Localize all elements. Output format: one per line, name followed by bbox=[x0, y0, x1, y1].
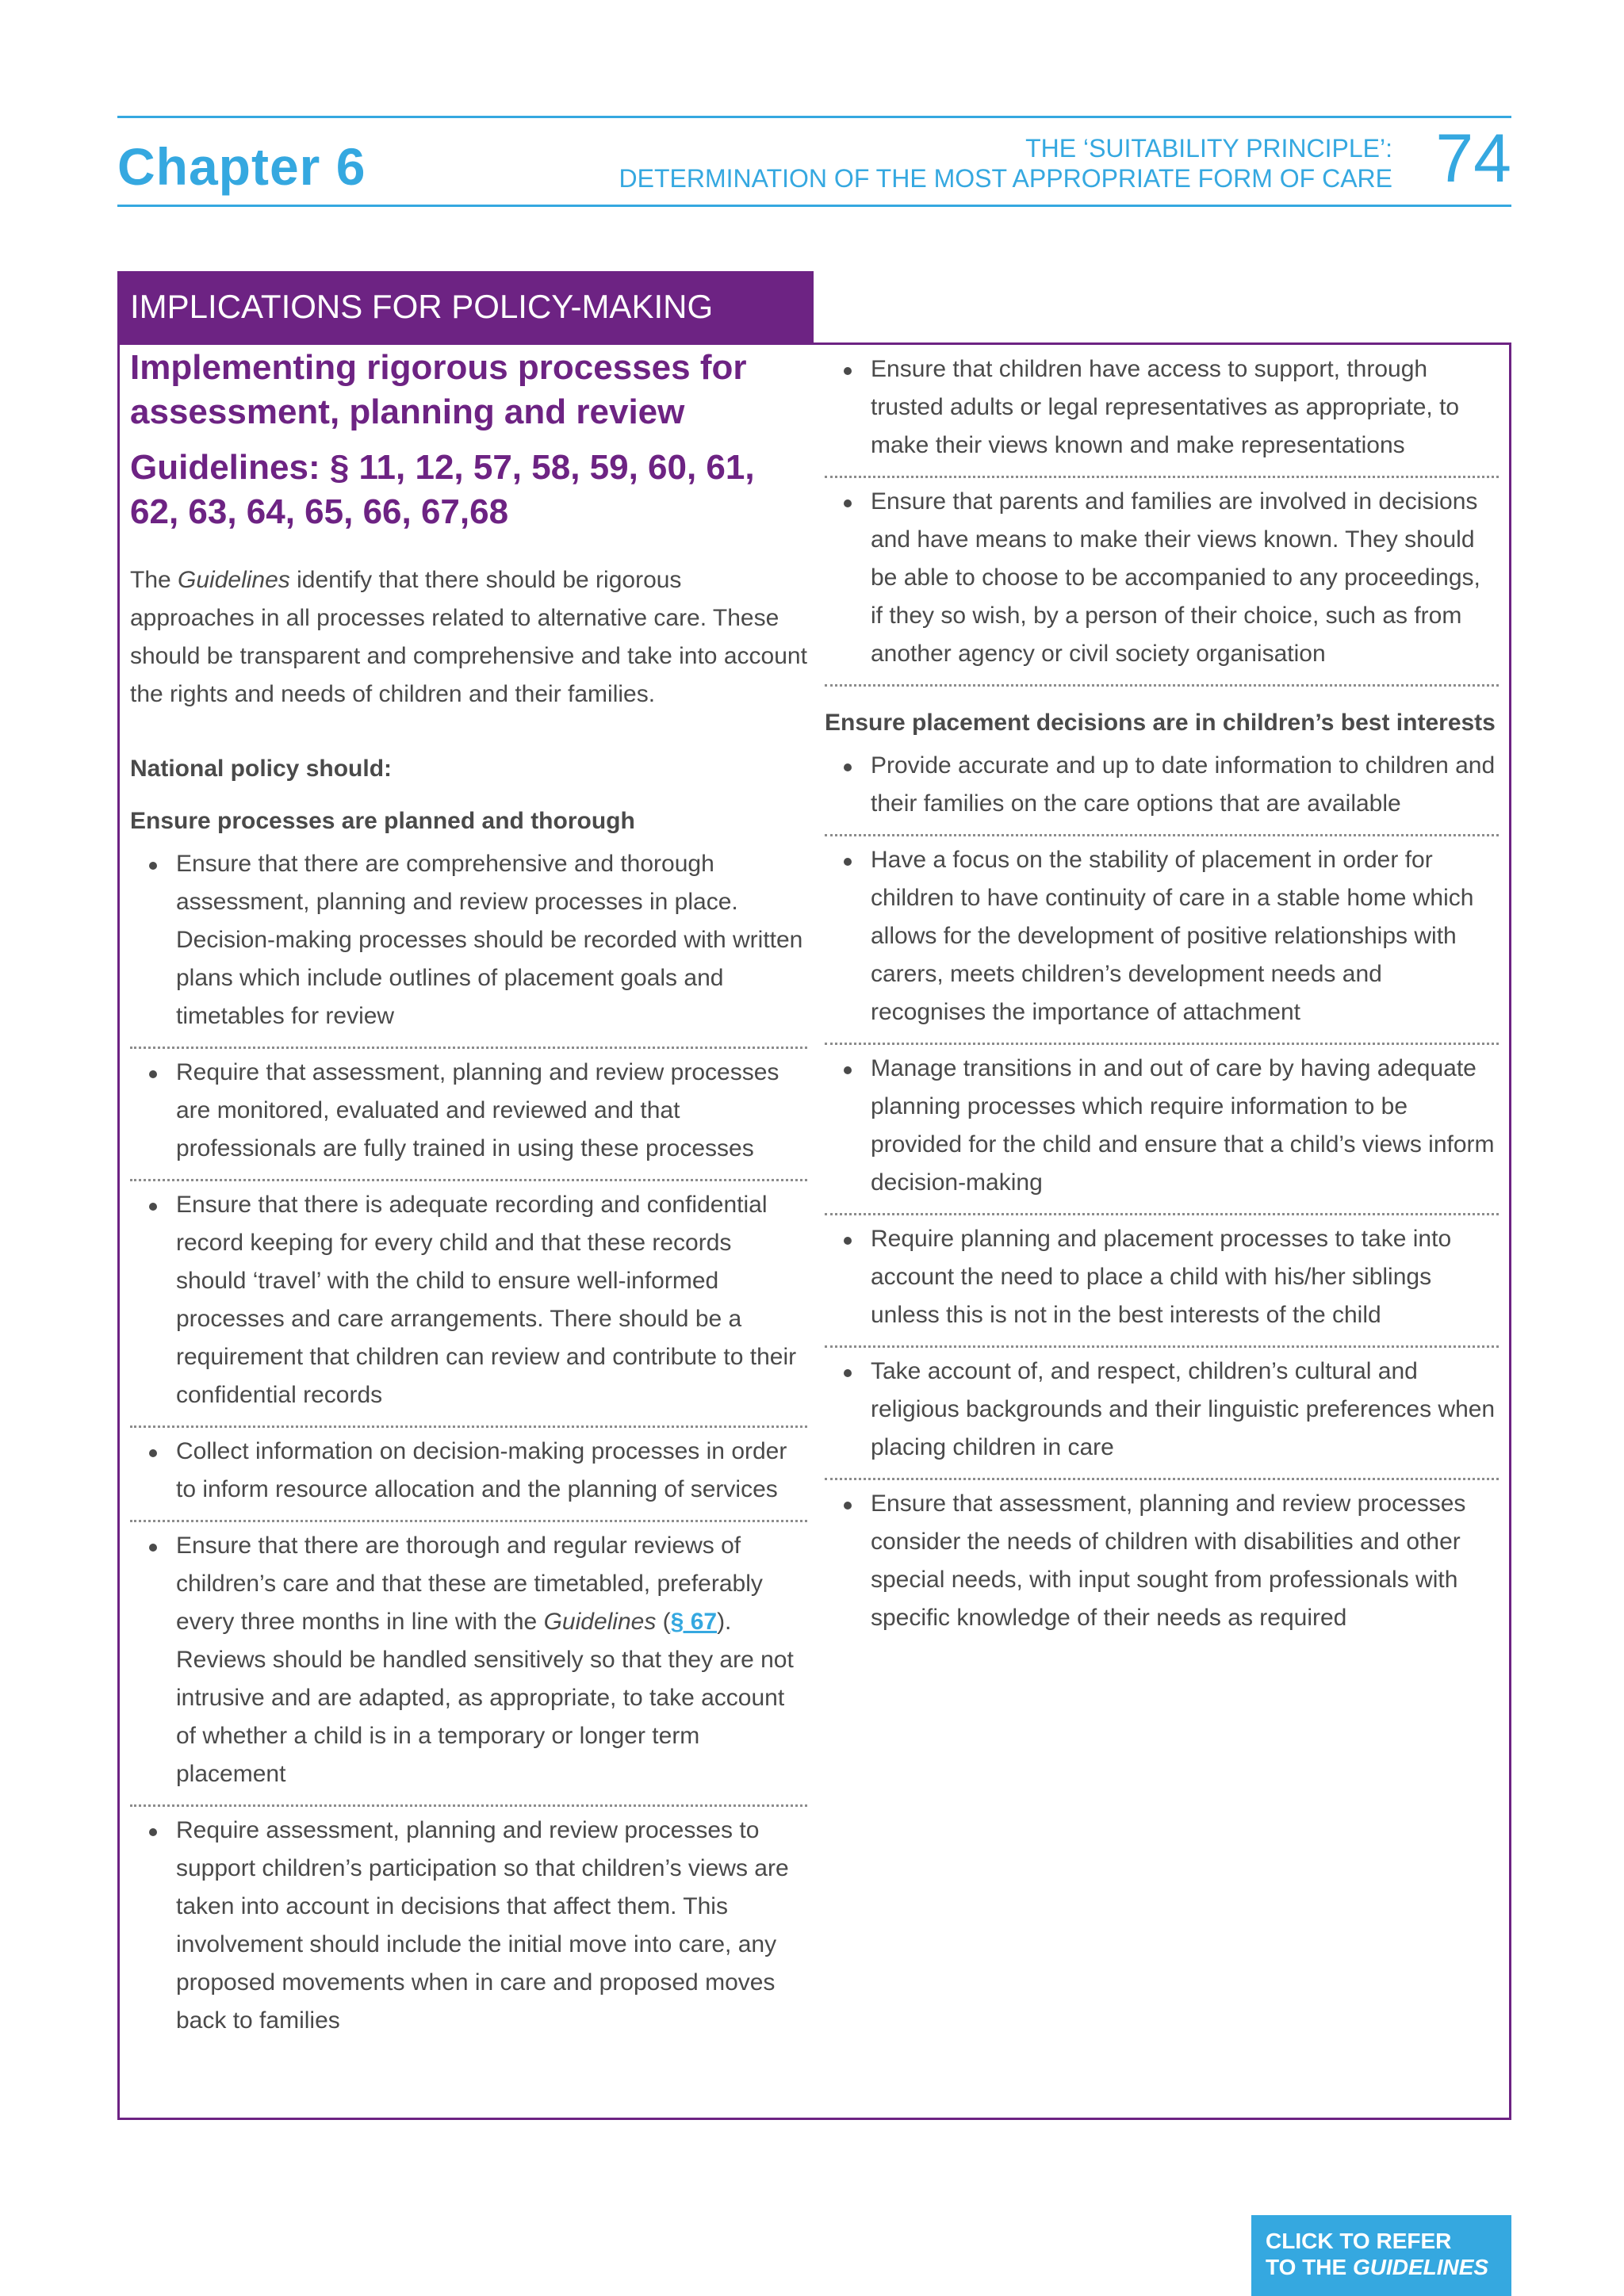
list-item: Ensure that there are thorough and regular reviews of children’s care and that these are timetabled, preferably every three months in line with the Guidelines (§ 67). Reviews should be handled sensitively so that they are not intrusive and are adapted, as appropriate, to take account of whether a child is in a temporary or longer term placement bbox=[130, 1522, 807, 1807]
list-item: Ensure that assessment, planning and review processes consider the needs of children with disabilities and other special needs, with input sought from professionals with specific knowledge of their needs as required bbox=[825, 1480, 1499, 1648]
box-subtitle: Implementing rigorous processes for assessment, planning and review bbox=[130, 348, 747, 431]
guidelines-heading: Guidelines: § 11, 12, 57, 58, 59, 60, 61, 62, 63, 64, 65, 66, 67,68 bbox=[130, 448, 755, 531]
list-item: Have a focus on the stability of placement in order for children to have continuity of care in a stable home which allows for the development of positive relationships with carers, meets children’s development needs and recognises the importance of attachment bbox=[825, 836, 1499, 1045]
group2-heading: Ensure placement decisions are in children’s best interests bbox=[825, 710, 1496, 736]
right-bullet-list-a bbox=[825, 346, 1499, 687]
list-item: Require that assessment, planning and review processes are monitored, evaluated and reviewed and that professionals are fully trained in using these processes bbox=[130, 1049, 807, 1181]
page-number: 74 bbox=[1435, 121, 1511, 197]
list-item: Ensure that parents and families are involved in decisions and have means to make their views known. They should be able to choose to be accompanied to any proceedings, if they so wish, by a person of their choice, such as from another agency or civil society organisation bbox=[825, 478, 1499, 687]
left-column bbox=[130, 346, 807, 2051]
list-item: Ensure that children have access to support, through trusted adults or legal representatives as appropriate, to make their views known and make representations bbox=[825, 346, 1499, 478]
list-item: Ensure that there are comprehensive and thorough assessment, planning and review processes in place. Decision-making processes should be recorded with written plans which include outlines of placement goals and timetables for review bbox=[130, 840, 807, 1049]
list-item: Require planning and placement processes to take into account the need to place a child with his/her siblings unless this is not in the best interests of the child bbox=[825, 1215, 1499, 1348]
policy-tab-header: IMPLICATIONS FOR POLICY-MAKING bbox=[117, 271, 814, 342]
list-item: Require assessment, planning and review processes to support children’s participation so that children’s views are taken into account in decisions that affect them. This involvement should include the initial move into care, any proposed movements when in care and proposed moves back to families bbox=[130, 1807, 807, 2051]
chapter-title: Chapter 6 bbox=[117, 137, 366, 196]
national-policy-lead: National policy should: bbox=[130, 756, 393, 782]
group1-heading: Ensure processes are planned and thorough bbox=[130, 808, 635, 834]
section-title-line1: THE ‘SUITABILITY PRINCIPLE’: bbox=[1025, 134, 1392, 163]
left-bullet-list bbox=[130, 840, 807, 2051]
header-bottom-rule bbox=[117, 205, 1511, 207]
right-bullet-list-b bbox=[825, 742, 1499, 1648]
intro-paragraph: The Guidelines identify that there should be rigorous approaches in all processes related to alternative care. These should be transparent and comprehensive and take into account the rights and needs of children and their families. bbox=[130, 567, 807, 707]
guidelines-em: Guidelines bbox=[178, 567, 290, 593]
refer-to-guidelines-button[interactable] bbox=[1251, 2215, 1511, 2296]
section-title-line2: DETERMINATION OF THE MOST APPROPRIATE FORM OF CARE bbox=[619, 164, 1392, 193]
section-title bbox=[619, 133, 1392, 193]
list-item: Provide accurate and up to date information to children and their families on the care options that are available bbox=[825, 742, 1499, 836]
list-item: Collect information on decision-making processes in order to inform resource allocation and the planning of services bbox=[130, 1428, 807, 1522]
list-item: Ensure that there is adequate recording and confidential record keeping for every child and that these records should ‘travel’ with the child to ensure well-informed processes and care arrangements. There should be a requirement that children can review and contribute to their confidential records bbox=[130, 1181, 807, 1428]
cta-line2: TO THE GUIDELINES bbox=[1266, 2255, 1489, 2279]
header-top-rule bbox=[117, 116, 1511, 118]
right-column bbox=[825, 346, 1499, 1648]
cta-line1: CLICK TO REFER bbox=[1266, 2229, 1452, 2253]
list-item: Take account of, and respect, children’s cultural and religious backgrounds and their linguistic preferences when placing children in care bbox=[825, 1348, 1499, 1480]
list-item: Manage transitions in and out of care by having adequate planning processes which require information to be provided for the child and ensure that a child’s views inform decision-making bbox=[825, 1045, 1499, 1215]
guidelines-section-67-link[interactable]: § 67 bbox=[670, 1609, 718, 1635]
